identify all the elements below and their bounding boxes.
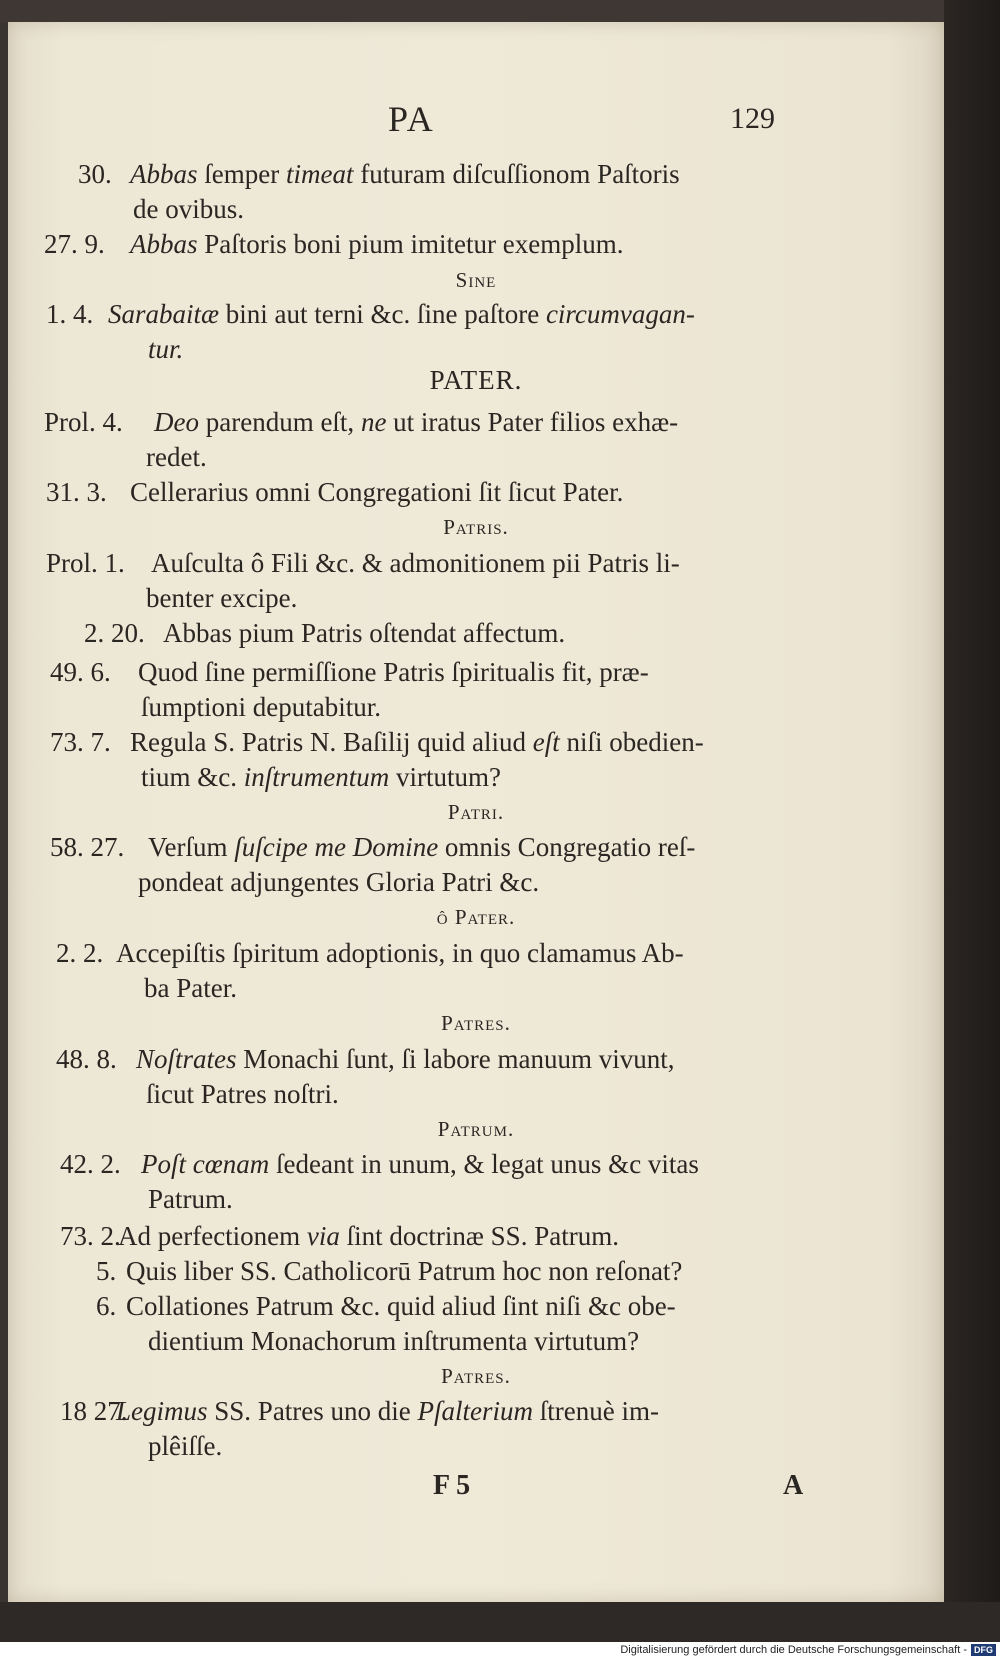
entry-text <box>141 690 381 724</box>
entry-phrase: ut iratus Pater filios exhæ- <box>386 407 679 437</box>
entry-phrase: niſi obedien- <box>559 727 704 757</box>
entry-phrase: futuram diſcuſſionom Paſtoris <box>353 159 680 189</box>
entry-text <box>141 1147 699 1181</box>
entry-reference: 73. 2. <box>60 1221 121 1251</box>
entry-reference: 58. 27. <box>50 832 125 862</box>
entry-phrase: redet. <box>146 442 207 472</box>
entry-text <box>126 1254 682 1288</box>
entry-phrase: ſemper <box>197 159 286 189</box>
entry-text <box>116 936 684 970</box>
entry-reference: 30. <box>78 159 112 189</box>
section-heading: ô Pater. <box>436 905 516 929</box>
entry-reference: 27. 9. <box>44 229 105 259</box>
entry-text <box>154 405 678 439</box>
entry-text <box>148 1182 233 1216</box>
entry-phrase: Abbas pium Patris oſtendat affectum. <box>163 618 566 648</box>
page-text <box>8 22 944 1602</box>
entry-text <box>148 830 695 864</box>
entry-text <box>163 616 565 650</box>
italic-term: Poſt cœnam <box>141 1149 270 1179</box>
italic-term: tur. <box>148 334 184 364</box>
entry-phrase: Paſtoris boni pium imitetur exemplum. <box>197 229 624 259</box>
section-heading: Patrum. <box>437 1117 515 1141</box>
catchword: A <box>783 1470 804 1501</box>
entry-phrase: benter excipe. <box>146 583 298 613</box>
entry-phrase: tium &c. <box>141 762 244 792</box>
entry-phrase: dientium Monachorum inſtrumenta virtutum? <box>148 1326 640 1356</box>
italic-term: via <box>306 1221 340 1251</box>
entry-text <box>141 760 501 794</box>
entry-phrase: ba Pater. <box>144 973 237 1003</box>
entry-text <box>130 475 623 509</box>
entry-phrase: Cellerarius omni Congregationi ſit ſicut Pater. <box>130 477 624 507</box>
entry-reference: 6. <box>96 1291 117 1321</box>
entry-text <box>148 332 183 366</box>
entry-text <box>148 1429 222 1463</box>
italic-term: inſtrumentum <box>243 762 390 792</box>
entry-reference: 2. 2. <box>56 938 104 968</box>
entry-phrase: Accepiſtis ſpiritum adoptionis, in quo clamamus Ab- <box>116 938 684 968</box>
entry-text <box>138 655 649 689</box>
entry-phrase: Monachi ſunt, ſi labore manuum vivunt, <box>236 1044 675 1074</box>
entry-reference: 18 27. <box>60 1396 128 1426</box>
section-heading: PATER. <box>429 365 523 395</box>
entry-text <box>108 297 695 331</box>
entry-reference: Prol. 4. <box>44 407 123 437</box>
italic-term: Sarabaitæ <box>108 299 220 329</box>
entry-phrase: ſicut Patres noſtri. <box>146 1079 339 1109</box>
entry-reference: 42. 2. <box>60 1149 121 1179</box>
entry-phrase: ſtrenuè im- <box>533 1396 659 1426</box>
section-heading: Sine <box>455 268 497 292</box>
entry-phrase: ſedeant in unum, & legat unus &c vitas <box>269 1149 699 1179</box>
entry-text <box>136 1042 674 1076</box>
entry-text <box>130 227 623 261</box>
entry-text <box>146 581 297 615</box>
entry-text <box>133 192 244 226</box>
entry-reference: Prol. 1. <box>46 548 125 578</box>
italic-term: ne <box>360 407 387 437</box>
entry-text <box>126 1289 676 1323</box>
entry-text <box>146 440 207 474</box>
entry-reference: 2. 20. <box>84 618 145 648</box>
entry-phrase: plêiſſe. <box>148 1431 223 1461</box>
entry-text <box>138 865 539 899</box>
entry-text <box>130 725 704 759</box>
entry-phrase: Collationes Patrum &c. quid aliud ſint niſi &c obe- <box>126 1291 676 1321</box>
book-page <box>8 22 944 1602</box>
entry-phrase: Auſculta ô Fili &c. & admonitionem pii Patris li- <box>151 548 680 578</box>
entry-phrase: ſumptioni deputabitur. <box>141 692 381 722</box>
entry-reference: 73. 7. <box>50 727 111 757</box>
entry-text <box>130 157 680 191</box>
entry-phrase: Regula S. Patris N. Baſilij quid aliud <box>130 727 533 757</box>
entry-phrase: bini aut terni &c. ſine paſtore <box>219 299 546 329</box>
italic-term: Pſalterium <box>417 1396 534 1426</box>
entry-text <box>146 1077 339 1111</box>
page-number: 129 <box>730 102 775 135</box>
dfg-logo: DFG <box>971 1644 996 1656</box>
running-header <box>8 84 944 144</box>
signature-mark: F 5 <box>433 1470 471 1501</box>
italic-term: Abbas <box>130 159 198 189</box>
entry-reference: 31. 3. <box>46 477 107 507</box>
digitization-footer <box>0 1642 1000 1658</box>
entry-phrase: de ovibus. <box>133 194 244 224</box>
book-fore-edge <box>944 0 1000 1610</box>
entry-reference: 48. 8. <box>56 1044 117 1074</box>
italic-term: Noſtrates <box>136 1044 237 1074</box>
section-heading: Patres. <box>441 1011 511 1035</box>
italic-term: circumvagan- <box>545 299 695 329</box>
italic-term: Legimus <box>116 1396 208 1426</box>
entry-phrase: omnis Congregatio reſ- <box>438 832 696 862</box>
entry-phrase: Quis liber SS. Catholicorū Patrum hoc non reſonat? <box>126 1256 683 1286</box>
entry-reference: 1. 4. <box>46 299 94 329</box>
italic-term: Deo <box>154 407 199 437</box>
scan-top-edge <box>0 0 1000 22</box>
entry-text <box>148 1324 639 1358</box>
italic-term: Abbas <box>130 229 198 259</box>
header-title: PA <box>388 99 435 139</box>
entry-phrase: Ad perfectionem <box>118 1221 307 1251</box>
entry-text <box>118 1219 619 1253</box>
section-heading: Patres. <box>441 1364 511 1388</box>
entry-text <box>151 546 680 580</box>
italic-term: ſuſcipe me Domine <box>234 832 439 862</box>
scan-bottom-edge <box>0 1602 1000 1642</box>
entry-reference: 5. <box>96 1256 117 1286</box>
digitization-note: Digitalisierung gefördert durch die Deutsche Forschungsgemeinschaft - <box>620 1644 967 1656</box>
entry-phrase: Patrum. <box>148 1184 233 1214</box>
entry-phrase: virtutum? <box>389 762 501 792</box>
section-heading: Patri. <box>447 800 505 824</box>
entry-phrase: SS. Patres uno die <box>207 1396 418 1426</box>
italic-term: timeat <box>285 159 354 189</box>
entry-reference: 49. 6. <box>50 657 111 687</box>
italic-term: eſt <box>532 727 560 757</box>
entry-phrase: parendum eſt, <box>198 407 361 437</box>
section-heading: Patris. <box>443 515 509 539</box>
entry-phrase: ſint doctrinæ SS. Patrum. <box>339 1221 619 1251</box>
entry-text <box>144 971 237 1005</box>
entry-phrase: Verſum <box>148 832 235 862</box>
entry-phrase: Quod ſine permiſſione Patris ſpiritualis fit, præ- <box>138 657 649 687</box>
entry-phrase: pondeat adjungentes Gloria Patri &c. <box>138 867 540 897</box>
entry-text <box>116 1394 659 1428</box>
